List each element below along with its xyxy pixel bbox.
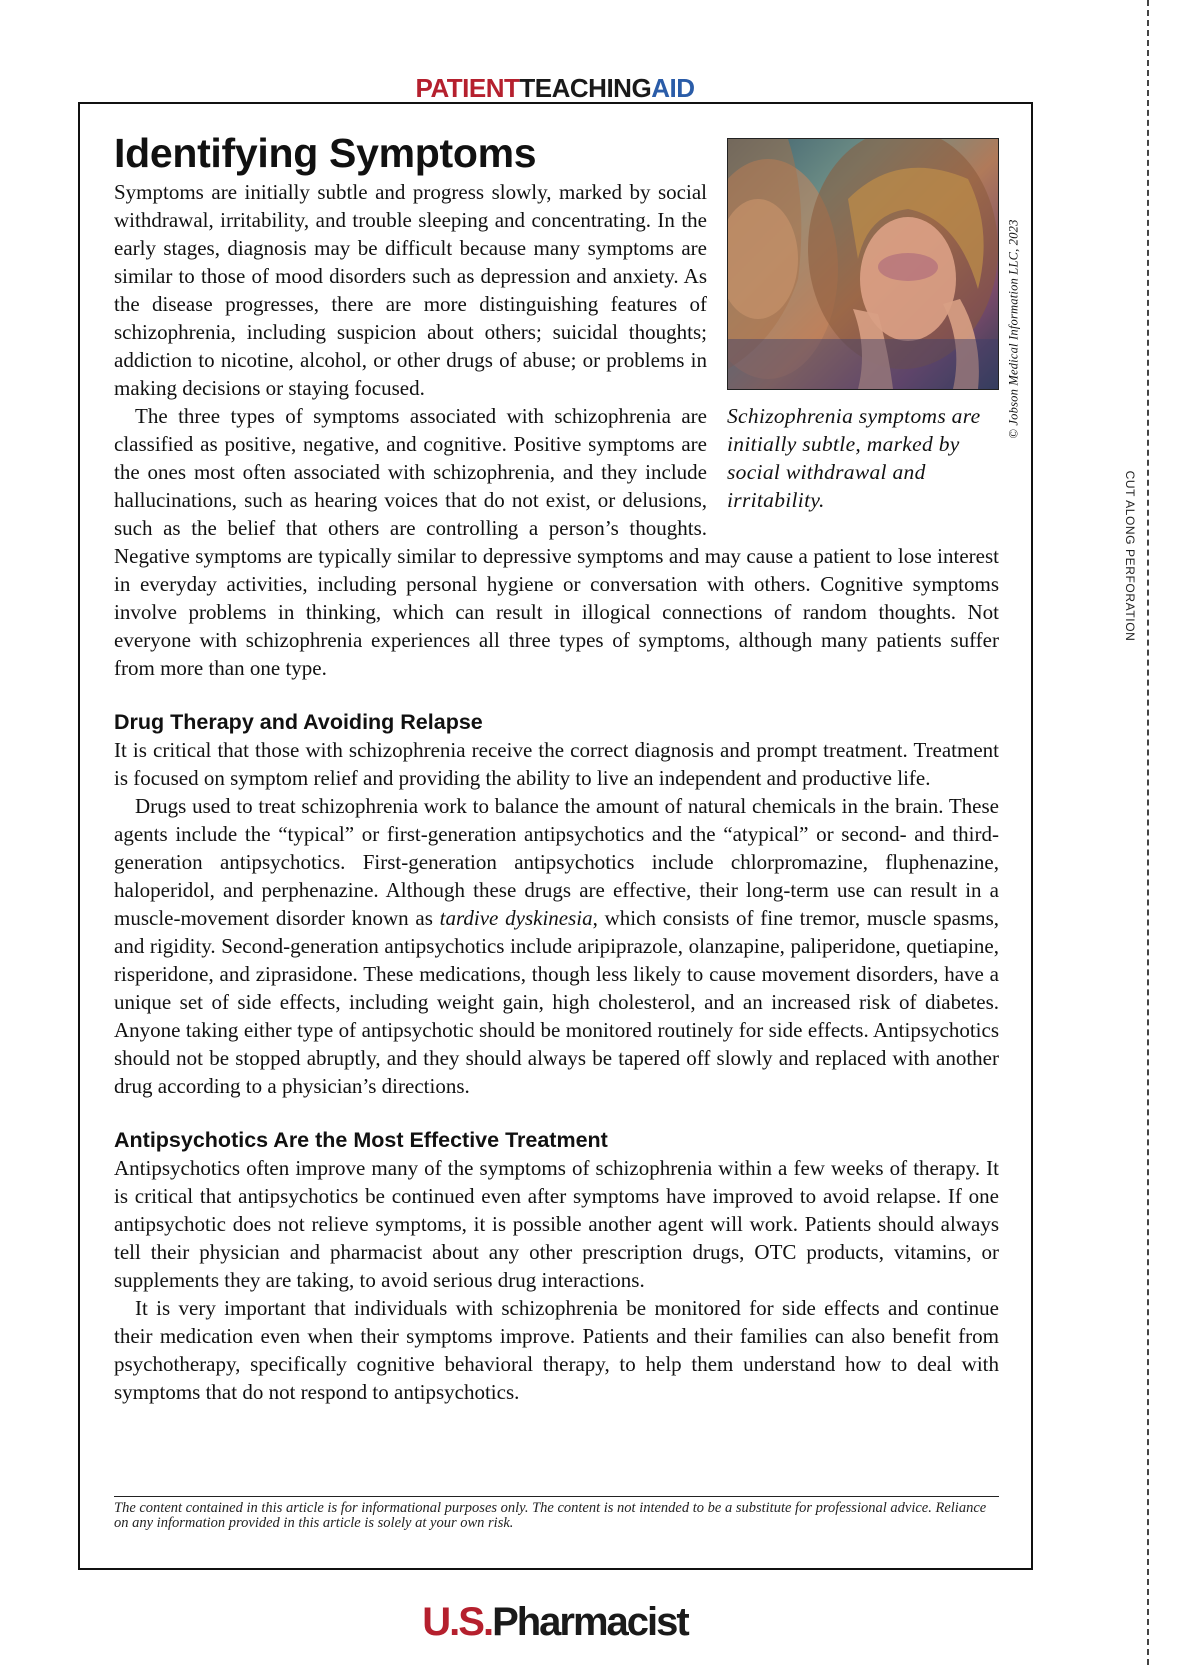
antipsychotics-paragraph-2: It is very important that individuals with schizophrenia be monitored for side effects and continue their medication even when their symptoms improve. Patients and their families can also benefit from psychotherapy, specifically cognitive behavioral therapy, to help them understand how to deal with symptoms that do not respond to antipsychotics. xyxy=(114,1296,999,1404)
drug-therapy-paragraph-2 xyxy=(114,792,999,1100)
image-credit xyxy=(1000,204,1028,454)
image-credit-text: © Jobson Medical Information LLC, 2023 xyxy=(1006,219,1021,439)
section-title-drug-therapy: Drug Therapy and Avoiding Relapse xyxy=(114,710,483,734)
header-word-aid: AID xyxy=(651,73,695,103)
disclaimer: The content contained in this article is for informational purposes only. The content is not intended to be a substitute for professional advice. Reliance on any information provided in this article is solely at your own risk. xyxy=(114,1496,999,1531)
patient-teaching-aid-header xyxy=(0,74,1110,102)
cut-label-text: CUT ALONG PERFORATION xyxy=(1123,470,1137,642)
logo-pharmacist: Pharmacist xyxy=(492,1600,688,1644)
figure-caption: Schizophrenia symptoms are initially subtle, marked by social withdrawal and irritability. xyxy=(727,404,981,512)
article-body xyxy=(114,128,999,1406)
us-pharmacist-logo xyxy=(0,1600,1110,1644)
section-title-identifying-symptoms: Identifying Symptoms xyxy=(114,130,537,176)
illustration-distressed-young-women xyxy=(727,138,999,390)
drug-therapy-paragraph-2-text-b: , which consists of fine tremor, muscle spasms, and rigidity. Second-generation antipsychotics include aripiprazole, olanzapine, paliperidone, quetiapine, risperidone, and ziprasidone. These medications, though less likely to cause movement disorders, have a unique set of side effects, including weight gain, high cholesterol, and an increased risk of diabetes. Anyone taking either type of antipsychotic should be monitored routinely for side effects. Antipsychotics should not be stopped abruptly, and they should always be tapered off slowly and replaced with another drug according to a physician’s directions. xyxy=(114,906,1000,1098)
header-word-patient: PATIENT xyxy=(415,73,520,103)
cut-along-perforation-label xyxy=(1122,466,1138,646)
logo-us: U.S. xyxy=(422,1600,493,1644)
drug-therapy-paragraph-1: It is critical that those with schizophrenia receive the correct diagnosis and prompt treatment. Treatment is focused on symptom relief and providing the ability to live an independent and productive life. xyxy=(114,738,999,790)
antipsychotics-paragraph-1: Antipsychotics often improve many of the symptoms of schizophrenia within a few weeks of therapy. It is critical that antipsychotics be continued even after symptoms have improved to avoid relapse. If one antipsychotic does not relieve symptoms, it is possible another agent will work. Patients should always tell their physician and pharmacist about any other prescription drugs, OTC products, vitamins, or supplements they are taking, to avoid serious drug interactions. xyxy=(114,1156,999,1292)
perforation-line xyxy=(1147,0,1149,1665)
identifying-symptoms-paragraph-2: The three types of symptoms associated with schizophrenia are classified as positive, negative, and cognitive. Positive symptoms are the ones most often associated with schizophrenia, and they include hallucinations, such as hearing voices that do not exist, or delusions, such as the belief that others are controlling a person’s thoughts. Negative symptoms are typically similar to depressive symptoms and may cause a patient to lose interest in everyday activities, including personal hygiene or conversation with others. Cognitive symptoms involve problems in thinking, which can result in illogical connections of random thoughts. Not everyone with schizophrenia experiences all three types of symptoms, although many patients suffer from more than one type. xyxy=(114,404,999,680)
tardive-dyskinesia-term: tardive dyskinesia xyxy=(439,906,593,930)
figure xyxy=(727,138,999,514)
identifying-symptoms-paragraph-1: Symptoms are initially subtle and progress slowly, marked by social withdrawal, irritability, and trouble sleeping and concentrating. In the early stages, diagnosis may be difficult because many symptoms are similar to those of mood disorders such as depression and anxiety. As the disease progresses, there are more distinguishing features of schizophrenia, including suspicion about others; suicidal thoughts; addiction to nicotine, alcohol, or other drugs of abuse; or problems in making decisions or staying focused. xyxy=(114,180,707,400)
section-title-antipsychotics: Antipsychotics Are the Most Effective Treatment xyxy=(114,1128,608,1152)
drug-therapy-paragraph-2-text-a: Drugs used to treat schizophrenia work to balance the amount of natural chemicals in the brain. These agents include the “typical” or first-generation antipsychotics and the “atypical” or second- and third-generation antipsychotics. First-generation antipsychotics include chlorpromazine, fluphenazine, haloperidol, and perphenazine. Although these drugs are effective, their long-term use can result in a muscle-movement disorder known as xyxy=(114,794,999,930)
header-word-teaching: TEACHING xyxy=(519,73,652,103)
